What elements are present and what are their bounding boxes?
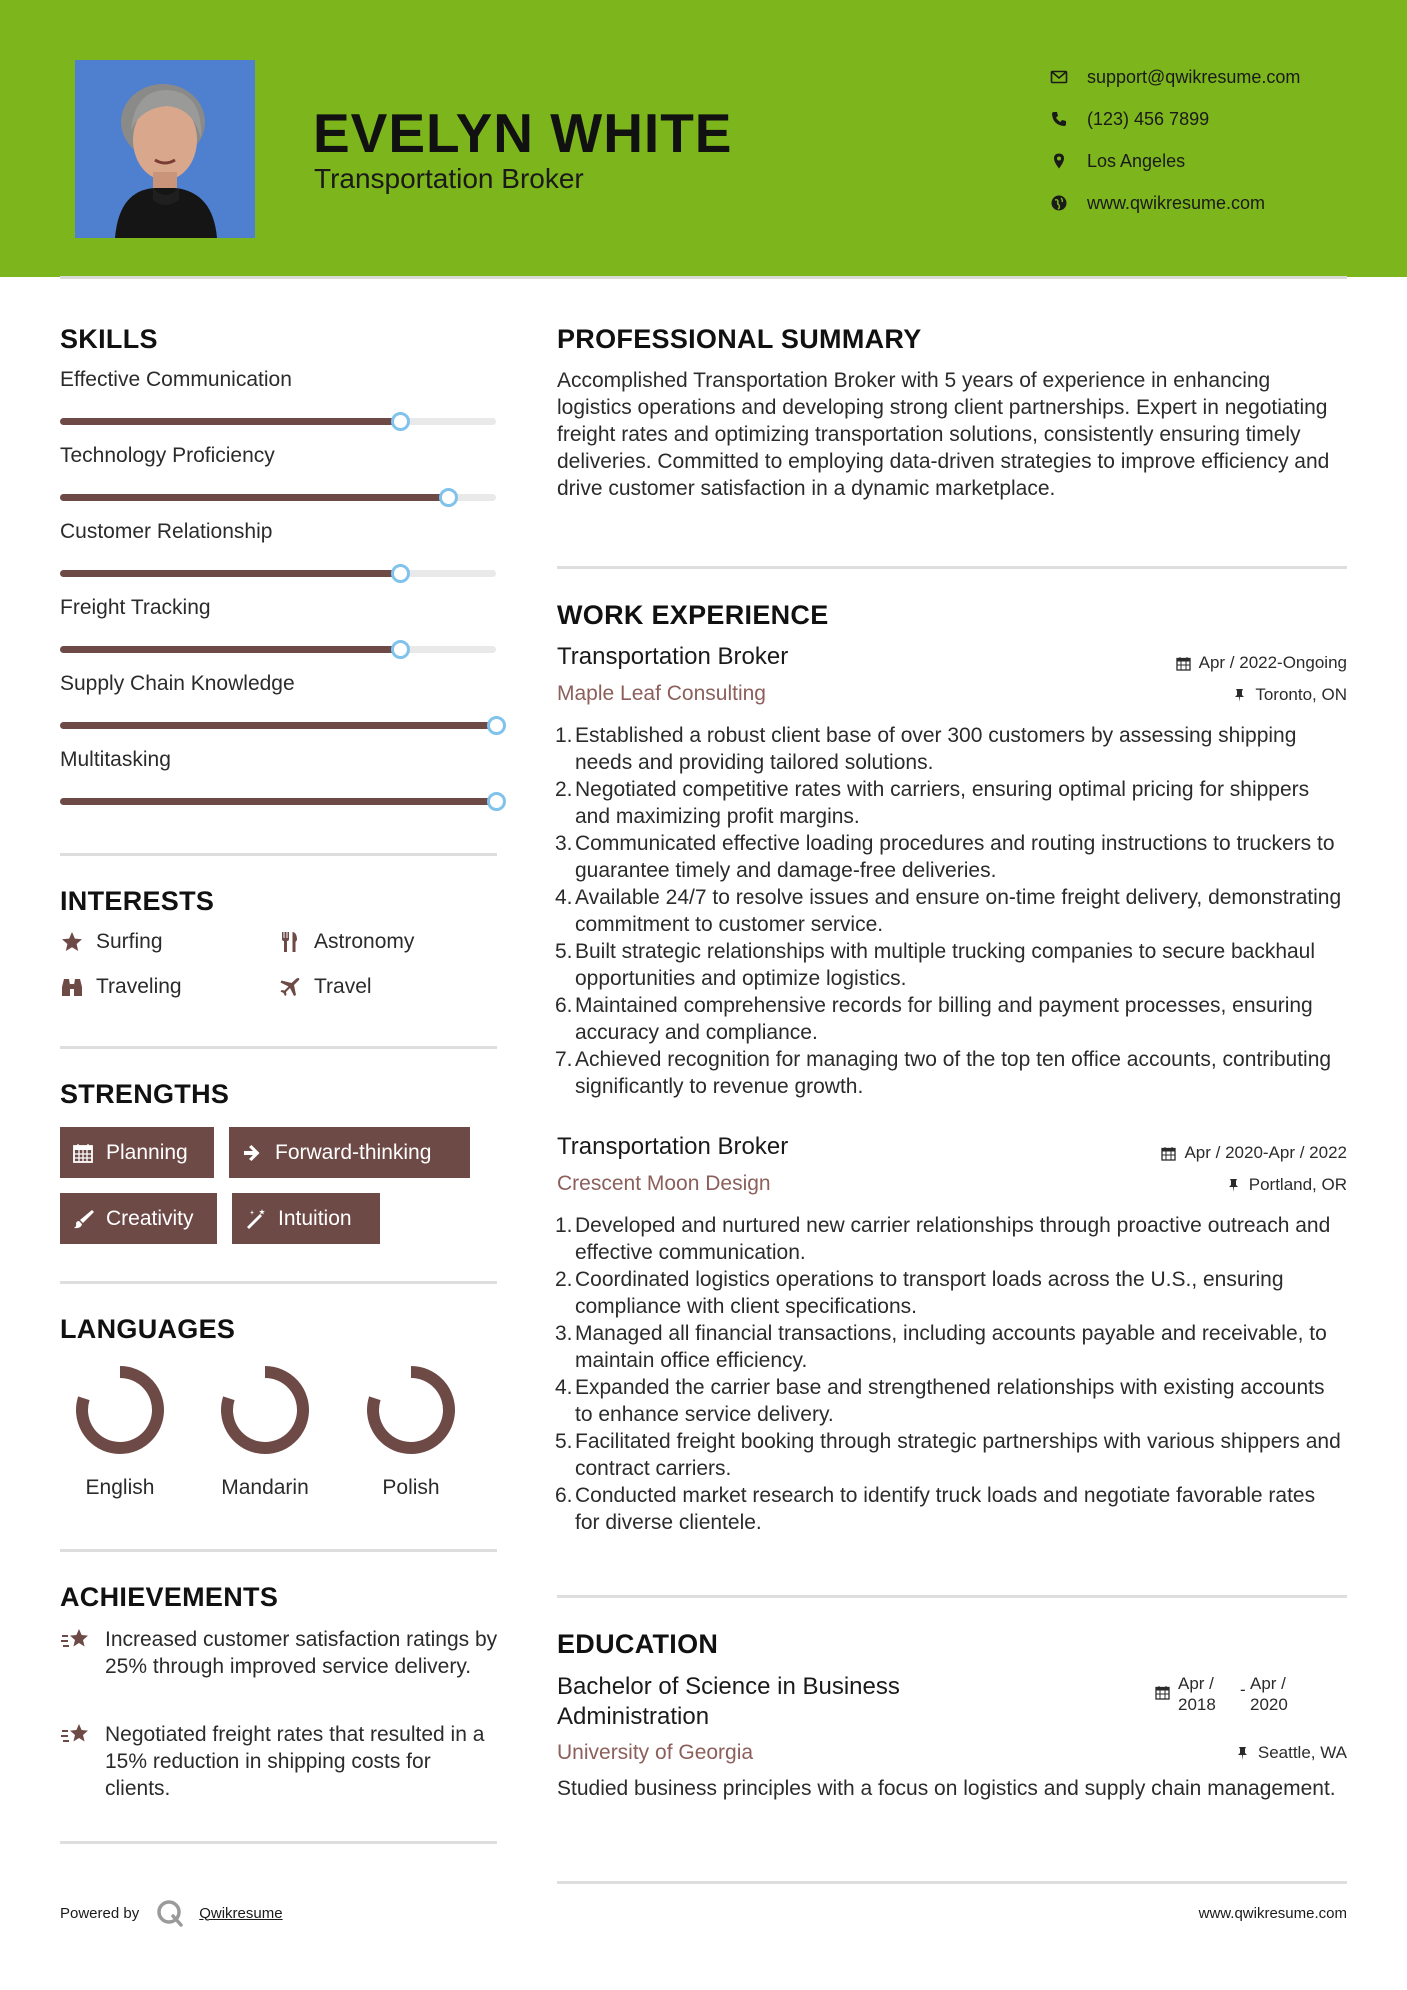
language-ring xyxy=(72,1362,168,1458)
language-label: Mandarin xyxy=(221,1476,309,1499)
interest-label: Traveling xyxy=(96,975,182,998)
job-dates-text: Apr / 2020-Apr / 2022 xyxy=(1184,1143,1347,1162)
calendar-icon xyxy=(1176,656,1191,671)
skill-knob[interactable] xyxy=(391,640,410,659)
job-bullet-text: Achieved recognition for managing two of the top ten office accounts, contributing significantly to revenue growth. xyxy=(575,1048,1332,1098)
section-divider xyxy=(60,1841,497,1844)
contact-location-text: Los Angeles xyxy=(1087,150,1186,171)
skill-bar xyxy=(60,494,496,501)
job-bullet-text: Available 24/7 to resolve issues and ensure on-time freight delivery, demonstrating commitment to customer service. xyxy=(575,886,1342,936)
job-dates xyxy=(1176,653,1347,673)
job-location-text: Toronto, ON xyxy=(1255,685,1347,704)
degree-line: Administration xyxy=(557,1703,710,1730)
paintbrush-icon xyxy=(72,1208,94,1230)
skill-knob[interactable] xyxy=(439,488,458,507)
language-item xyxy=(55,1362,185,1500)
languages-title: LANGUAGES xyxy=(60,1314,236,1344)
contact-email[interactable] xyxy=(1050,56,1300,98)
summary-text: Accomplished Transportation Broker with 5 years of experience in enhancing logistics operations and developing strong client partnerships. Expert in negotiating freight rates and optimizing transportation solutions, consistently ensuring timely deliveries. Committed to employing data-driven strategies to improve efficiency and drive customer satisfaction in a dynamic marketplace. xyxy=(557,369,1330,500)
skill-knob[interactable] xyxy=(487,716,506,735)
skill-item xyxy=(60,672,500,696)
strength-label: Intuition xyxy=(278,1206,352,1230)
star-icon xyxy=(60,930,84,954)
interest-item xyxy=(278,975,372,999)
pin-icon xyxy=(1235,1746,1250,1761)
language-item xyxy=(200,1362,330,1500)
skill-label: Customer Relationship xyxy=(60,520,273,543)
company-name: Maple Leaf Consulting xyxy=(557,682,766,705)
contact-phone-text: (123) 456 7899 xyxy=(1087,108,1210,129)
star-burst-icon xyxy=(60,1626,92,1654)
skill-label: Freight Tracking xyxy=(60,596,211,619)
education-end xyxy=(1250,1673,1288,1715)
skills-title: SKILLS xyxy=(60,324,158,354)
job-bullet: 4. Expanded the carrier base and strengthened relationships with existing accounts to enhance service delivery. xyxy=(555,1374,1345,1428)
interest-label: Astronomy xyxy=(314,930,415,953)
achievement-text: Increased customer satisfaction ratings by 25% through improved service delivery. xyxy=(105,1628,498,1678)
job-bullet-text: Negotiated competitive rates with carriers, ensuring optimal pricing for shippers and maximizing profit margins. xyxy=(575,778,1310,828)
education-start-month: Apr / xyxy=(1178,1674,1214,1693)
education-separator: - xyxy=(1240,1680,1246,1699)
section-divider xyxy=(60,853,497,856)
skill-knob[interactable] xyxy=(391,412,410,431)
achievement-item xyxy=(60,1626,500,1680)
skill-knob[interactable] xyxy=(391,564,410,583)
contact-website-text: www.qwikresume.com xyxy=(1087,192,1266,213)
education-end-month: Apr / xyxy=(1250,1674,1286,1693)
job-bullet-text: Coordinated logistics operations to transport loads across the U.S., ensuring compliance with client specifications. xyxy=(575,1268,1284,1318)
job-title: Transportation Broker xyxy=(557,1133,789,1160)
calendar-icon xyxy=(1155,1685,1170,1700)
section-divider xyxy=(60,1549,497,1552)
degree-title xyxy=(557,1672,977,1732)
skill-fill xyxy=(60,798,496,805)
section-divider xyxy=(557,1881,1347,1884)
plane-icon xyxy=(278,975,302,999)
language-ring xyxy=(363,1362,459,1458)
education-dates xyxy=(1155,1673,1288,1715)
contact-location xyxy=(1050,140,1300,182)
job-bullet: 7. Achieved recognition for managing two of the top ten office accounts, contributing significantly to revenue growth. xyxy=(555,1046,1345,1100)
education-title: EDUCATION xyxy=(557,1629,719,1659)
job-bullet: 5. Facilitated freight booking through strategic partnerships with various shippers and contract carriers. xyxy=(555,1428,1345,1482)
magic-wand-icon xyxy=(244,1208,266,1230)
skill-knob[interactable] xyxy=(487,792,506,811)
job-location xyxy=(1226,1175,1347,1195)
skill-bar xyxy=(60,418,496,425)
powered-by-label: Powered by xyxy=(60,1904,140,1922)
job-location xyxy=(1232,685,1347,705)
calendar-icon xyxy=(1161,1146,1176,1161)
company-name: Crescent Moon Design xyxy=(557,1172,771,1195)
education-location-text: Seattle, WA xyxy=(1257,1743,1347,1762)
skill-label: Effective Communication xyxy=(60,368,292,391)
skill-fill xyxy=(60,494,448,501)
skill-item xyxy=(60,596,500,620)
job-bullet-text: Developed and nurtured new carrier relationships through proactive outreach and effective communication. xyxy=(575,1214,1331,1264)
skill-fill xyxy=(60,722,496,729)
skill-bar xyxy=(60,722,496,729)
education-end-year: 2020 xyxy=(1250,1695,1288,1714)
experience-title: WORK EXPERIENCE xyxy=(557,600,829,630)
job-bullet: 3. Communicated effective loading procedures and routing instructions to truckers to guarantee timely and damage-free deliveries. xyxy=(555,830,1345,884)
envelope-icon xyxy=(1050,68,1068,86)
strength-tag xyxy=(232,1193,380,1244)
language-label: Polish xyxy=(382,1476,440,1499)
job-bullet: 6. Conducted market research to identify truck loads and negotiate favorable rates for diverse clientele. xyxy=(555,1482,1345,1536)
job-bullet-text: Communicated effective loading procedures and routing instructions to truckers to guarantee timely and damage-free deliveries. xyxy=(575,832,1335,882)
language-label: English xyxy=(85,1476,155,1499)
calendar-icon xyxy=(72,1142,94,1164)
job-bullet-text: Established a robust client base of over 300 customers by assessing shipping needs and providing tailored solutions. xyxy=(575,724,1297,774)
map-pin-icon xyxy=(1050,152,1068,170)
job-bullet: 2. Negotiated competitive rates with carriers, ensuring optimal pricing for shippers and maximizing profit margins. xyxy=(555,776,1345,830)
job-dates xyxy=(1161,1143,1347,1163)
candidate-name: EVELYN WHITE xyxy=(313,102,733,164)
job-dates-text: Apr / 2022-Ongoing xyxy=(1198,653,1347,672)
education-location xyxy=(1235,1743,1347,1763)
summary-title: PROFESSIONAL SUMMARY xyxy=(557,324,922,354)
strength-label: Creativity xyxy=(106,1206,194,1230)
achievement-item xyxy=(60,1721,500,1802)
section-divider xyxy=(557,566,1347,569)
job-bullet-text: Built strategic relationships with multiple trucking companies to secure backhaul opportunities and optimize logistics. xyxy=(575,940,1316,990)
strength-tag xyxy=(229,1127,470,1178)
skill-item xyxy=(60,368,500,392)
qwikresume-link[interactable]: Qwikresume xyxy=(199,1904,283,1922)
job-bullet-text: Expanded the carrier base and strengthened relationships with existing accounts to enhance service delivery. xyxy=(575,1376,1325,1426)
skill-bar xyxy=(60,798,496,805)
candidate-role: Transportation Broker xyxy=(314,163,584,194)
skill-fill xyxy=(60,418,400,425)
job-bullet: 5. Built strategic relationships with multiple trucking companies to secure backhaul opportunities and optimize logistics. xyxy=(555,938,1345,992)
education-start-year: 2018 xyxy=(1178,1695,1216,1714)
strength-tag xyxy=(60,1127,214,1178)
achievements-title: ACHIEVEMENTS xyxy=(60,1582,279,1612)
qwikresume-logo-icon xyxy=(155,1898,185,1928)
strengths-title: STRENGTHS xyxy=(60,1079,230,1109)
school-name: University of Georgia xyxy=(557,1741,754,1764)
phone-icon xyxy=(1050,110,1068,128)
language-item xyxy=(346,1362,476,1500)
contact-phone[interactable] xyxy=(1050,98,1300,140)
job-bullet: 2. Coordinated logistics operations to transport loads across the U.S., ensuring compliance with client specifications. xyxy=(555,1266,1345,1320)
interest-item xyxy=(60,930,163,954)
job-bullet: 1. Established a robust client base of over 300 customers by assessing shipping needs and providing tailored solutions. xyxy=(555,722,1345,776)
job-bullets xyxy=(555,722,1345,1100)
contact-list xyxy=(1050,56,1300,224)
star-burst-icon xyxy=(60,1721,92,1749)
job-bullet-text: Facilitated freight booking through strategic partnerships with various shippers and contract carriers. xyxy=(575,1430,1341,1480)
education-description: Studied business principles with a focus on logistics and supply chain management. xyxy=(557,1777,1336,1800)
job-title: Transportation Broker xyxy=(557,643,789,670)
section-divider xyxy=(557,1595,1347,1598)
profile-photo xyxy=(75,60,255,238)
skill-label: Supply Chain Knowledge xyxy=(60,672,295,695)
strength-label: Forward-thinking xyxy=(275,1140,432,1164)
skill-bar xyxy=(60,646,496,653)
job-bullet-text: Conducted market research to identify truck loads and negotiate favorable rates for diverse clientele. xyxy=(575,1484,1316,1534)
job-bullet-text: Managed all financial transactions, including accounts payable and receivable, to maintain office efficiency. xyxy=(575,1322,1327,1372)
interest-label: Travel xyxy=(314,975,372,998)
skill-item xyxy=(60,520,500,544)
skill-item xyxy=(60,444,500,468)
strength-tag xyxy=(60,1193,217,1244)
job-bullet: 1. Developed and nurtured new carrier relationships through proactive outreach and effective communication. xyxy=(555,1212,1345,1266)
pin-icon xyxy=(1226,1178,1241,1193)
globe-icon xyxy=(1050,194,1068,212)
achievement-text: Negotiated freight rates that resulted in a 15% reduction in shipping costs for clients. xyxy=(105,1723,485,1800)
interest-item xyxy=(60,975,182,999)
education-start xyxy=(1178,1673,1240,1715)
pin-icon xyxy=(1232,688,1247,703)
skill-label: Multitasking xyxy=(60,748,171,771)
interests-title: INTERESTS xyxy=(60,886,215,916)
header-banner xyxy=(0,0,1407,277)
job-bullet-text: Maintained comprehensive records for billing and payment processes, ensuring accuracy and compliance. xyxy=(575,994,1313,1044)
interest-item xyxy=(278,930,414,954)
footer-website[interactable]: www.qwikresume.com xyxy=(1198,1905,1347,1922)
job-bullet: 6. Maintained comprehensive records for billing and payment processes, ensuring accuracy and compliance. xyxy=(555,992,1345,1046)
strength-label: Planning xyxy=(106,1140,188,1164)
job-location-text: Portland, OR xyxy=(1248,1175,1347,1194)
contact-website[interactable] xyxy=(1050,182,1300,224)
job-bullet: 3. Managed all financial transactions, including accounts payable and receivable, to maintain office efficiency. xyxy=(555,1320,1345,1374)
degree-line: Bachelor of Science in Business xyxy=(557,1673,900,1700)
header-divider xyxy=(60,276,1347,279)
arrow-right-icon xyxy=(241,1142,263,1164)
utensils-icon xyxy=(278,930,302,954)
job-bullets xyxy=(555,1212,1345,1536)
footer-branding xyxy=(60,1898,283,1928)
section-divider xyxy=(60,1046,497,1049)
binoculars-icon xyxy=(60,975,84,999)
skill-fill xyxy=(60,570,400,577)
skill-label: Technology Proficiency xyxy=(60,444,275,467)
interest-label: Surfing xyxy=(96,930,163,953)
language-ring xyxy=(217,1362,313,1458)
contact-email-text: support@qwikresume.com xyxy=(1087,66,1301,87)
skill-item xyxy=(60,748,500,772)
section-divider xyxy=(60,1281,497,1284)
skill-fill xyxy=(60,646,400,653)
job-bullet: 4. Available 24/7 to resolve issues and ensure on-time freight delivery, demonstrating commitment to customer service. xyxy=(555,884,1345,938)
skill-bar xyxy=(60,570,496,577)
